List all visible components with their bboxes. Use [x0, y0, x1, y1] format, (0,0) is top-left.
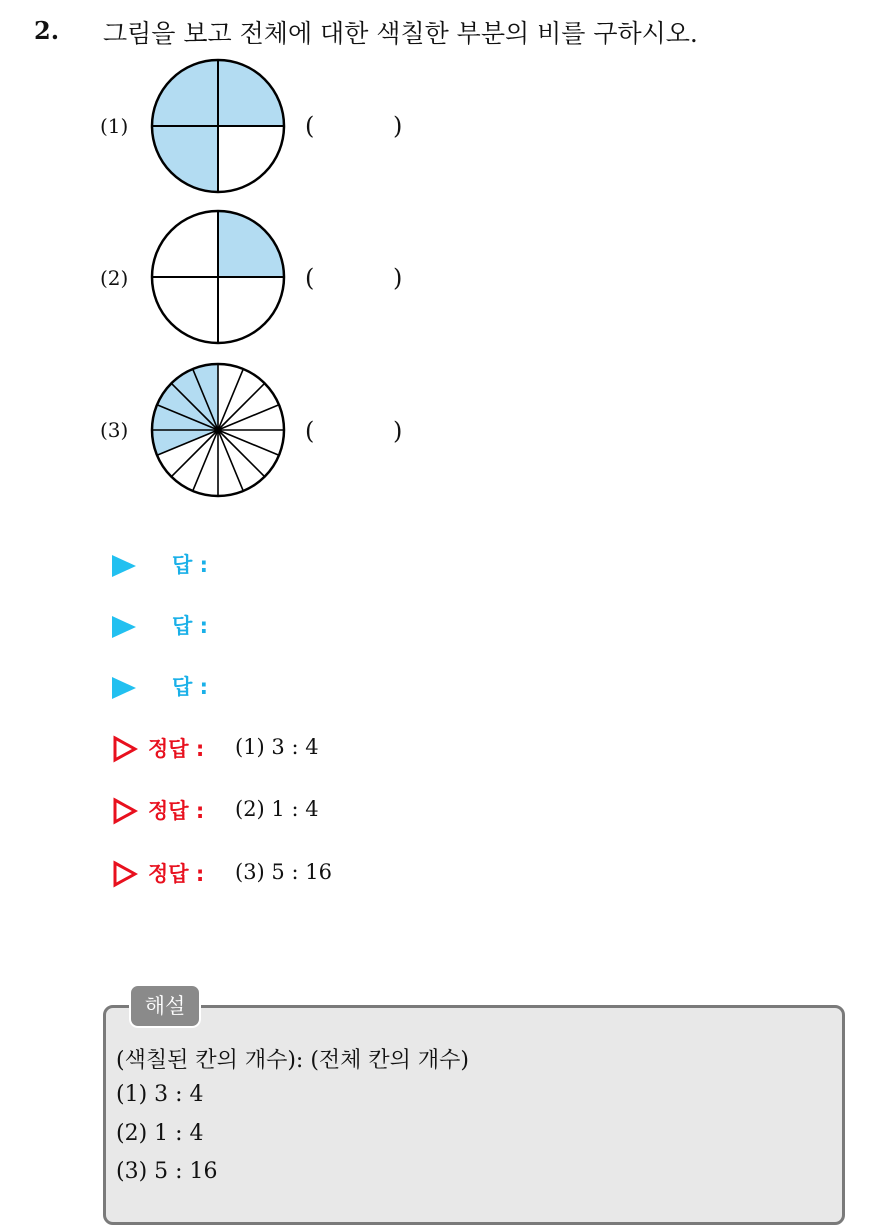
paren-close: ) — [393, 417, 403, 445]
outline-arrow-icon — [112, 860, 138, 888]
item-label-2: (2) — [100, 266, 129, 290]
solution-label: 정답 : — [148, 799, 205, 823]
divider-line — [218, 383, 265, 430]
divider-line — [218, 430, 265, 477]
play-arrow-icon — [112, 555, 136, 577]
answer-label: 답 : — [172, 614, 208, 638]
solution-value: (3) 5 : 16 — [235, 860, 332, 884]
paren-open: ( — [305, 417, 315, 445]
explanation-line: (1) 3 : 4 — [116, 1082, 204, 1107]
paren-close: ) — [393, 264, 403, 292]
answer-blank-1 — [305, 112, 405, 140]
explanation-line: (색칠된 칸의 개수): (전체 칸의 개수) — [116, 1048, 469, 1073]
explanation-line: (2) 1 : 4 — [116, 1121, 204, 1146]
explanation-box — [103, 1005, 845, 1225]
outline-arrow-icon — [112, 735, 138, 763]
solution-label: 정답 : — [148, 737, 205, 761]
circle-diagram-3 — [150, 362, 290, 502]
paren-open: ( — [305, 112, 315, 140]
solution-label: 정답 : — [148, 862, 205, 886]
explanation-tag: 해설 — [129, 984, 201, 1028]
play-arrow-icon — [112, 677, 136, 699]
paren-open: ( — [305, 264, 315, 292]
answer-blank-3 — [305, 417, 405, 445]
circle-diagram-2 — [150, 209, 290, 349]
explanation-line: (3) 5 : 16 — [116, 1159, 218, 1184]
center-dot — [215, 427, 221, 433]
item-label-1: (1) — [100, 114, 129, 138]
answer-label: 답 : — [172, 553, 208, 577]
circle-diagram-1 — [150, 58, 290, 198]
outline-arrow-icon — [112, 797, 138, 825]
paren-close: ) — [393, 112, 403, 140]
answer-label: 답 : — [172, 675, 208, 699]
solution-value: (2) 1 : 4 — [235, 797, 319, 821]
play-arrow-icon — [112, 616, 136, 638]
question-text: 그림을 보고 전체에 대한 색칠한 부분의 비를 구하시오. — [103, 19, 698, 48]
answer-blank-2 — [305, 264, 405, 292]
question-number: 2. — [34, 16, 60, 45]
solution-value: (1) 3 : 4 — [235, 735, 319, 759]
item-label-3: (3) — [100, 418, 129, 442]
